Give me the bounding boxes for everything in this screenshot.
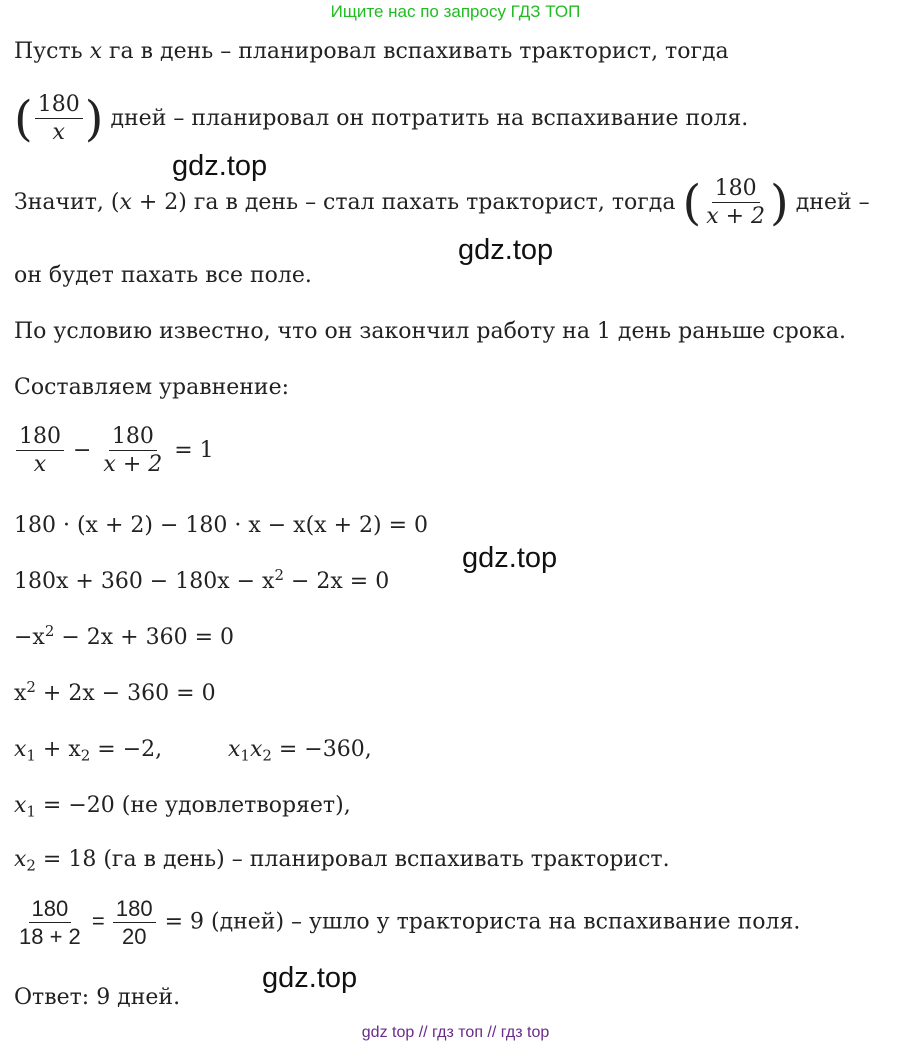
line-planned-days <box>14 92 748 146</box>
fraction-180-over-x-plus-2 <box>703 176 768 230</box>
fraction-180-over-x <box>16 424 64 478</box>
root-1 <box>14 792 351 820</box>
subscript: 2 <box>80 746 91 765</box>
operator: = <box>85 908 111 934</box>
var-x: x <box>14 793 27 818</box>
paren-left: ( <box>14 90 33 147</box>
subscript: 1 <box>26 802 36 821</box>
text: 180x + 360 − 180x − x <box>14 569 275 594</box>
line-let-x <box>14 38 729 66</box>
equation-2: 180 · (x + 2) − 180 · x − x(x + 2) = 0 <box>14 513 428 538</box>
subscript: 1 <box>240 746 250 765</box>
numerator: 180 <box>29 896 72 923</box>
equation-4 <box>14 621 235 652</box>
text: + x <box>35 737 81 762</box>
text: Пусть <box>14 39 90 64</box>
watermark: gdz.top <box>458 234 554 266</box>
fraction-180-over-18-plus-2 <box>16 896 84 950</box>
subscript: 2 <box>262 746 272 765</box>
text: + 2x − 360 = 0 <box>35 681 216 706</box>
subscript: 2 <box>26 856 36 875</box>
equation-3 <box>14 565 390 596</box>
paren-right: ) <box>84 90 104 147</box>
denominator: 18 + 2 <box>19 924 81 950</box>
fraction-180-over-x <box>35 92 83 146</box>
text: = −20 (не удовлетворяет), <box>35 793 351 818</box>
text: = −360, <box>271 737 372 762</box>
var-x: x <box>119 189 132 215</box>
var-x: x <box>249 737 263 762</box>
watermark: gdz.top <box>172 150 268 182</box>
result-equation <box>14 896 800 950</box>
var-x: x <box>89 39 103 64</box>
line-equation-intro: Составляем уравнение: <box>14 375 290 400</box>
numerator: 180 <box>35 92 83 119</box>
watermark: gdz.top <box>262 962 358 994</box>
vieta-sum <box>14 736 162 764</box>
text: x <box>14 681 27 706</box>
equation-5 <box>14 677 216 708</box>
var-x: x <box>14 847 27 872</box>
text: = 9 (дней) – ушло у тракториста на вспахивание поля. <box>157 909 801 935</box>
denominator: x <box>52 120 65 146</box>
line-condition: По условию известно, что он закончил работу на 1 день раньше срока. <box>14 319 846 344</box>
subscript: 1 <box>26 746 36 765</box>
denominator: x <box>33 452 47 478</box>
text: − 2x + 360 = 0 <box>54 625 235 650</box>
text: − 2x = 0 <box>283 569 390 594</box>
text: + 2) га в день – стал пахать тракторист, тогда <box>131 189 683 215</box>
denominator: 20 <box>121 924 147 950</box>
vieta-product <box>228 736 372 764</box>
equation-1 <box>14 424 214 478</box>
text: дней – <box>788 189 870 215</box>
fraction-180-over-20 <box>113 896 156 950</box>
search-banner: Ищите нас по запросу ГДЗ ТОП <box>330 2 581 21</box>
rhs: = 1 <box>167 437 214 463</box>
text: га в день – планировал вспахивать тракторист, тогда <box>102 39 729 64</box>
root-2 <box>14 846 670 874</box>
exponent: 2 <box>26 677 36 696</box>
line-whole-field: он будет пахать все поле. <box>14 263 312 288</box>
exponent: 2 <box>274 565 284 584</box>
text: −x <box>14 625 45 650</box>
var-x: x <box>14 737 27 762</box>
numerator: 180 <box>16 424 64 451</box>
text: Значит, ( <box>14 189 120 215</box>
exponent: 2 <box>44 621 55 640</box>
denominator: x + 2 <box>706 204 766 230</box>
numerator: 180 <box>109 424 157 451</box>
footer-links: gdz top // гдз топ // гдз top <box>361 1024 550 1041</box>
text: дней – планировал он потратить на вспахивание поля. <box>103 105 749 131</box>
paren-left: ( <box>682 174 702 231</box>
watermark: gdz.top <box>462 542 558 574</box>
answer: Ответ: 9 дней. <box>14 985 181 1010</box>
paren-right: ) <box>770 174 789 231</box>
numerator: 180 <box>712 176 760 203</box>
fraction-180-over-x-plus-2 <box>100 424 165 478</box>
var-x: x <box>228 737 241 762</box>
text: = −2, <box>90 737 163 762</box>
line-actual-rate <box>14 176 870 230</box>
operator: − <box>66 437 99 463</box>
numerator: 180 <box>113 896 156 923</box>
text: = 18 (га в день) – планировал вспахивать тракторист. <box>35 847 670 872</box>
denominator: x + 2 <box>103 452 163 478</box>
